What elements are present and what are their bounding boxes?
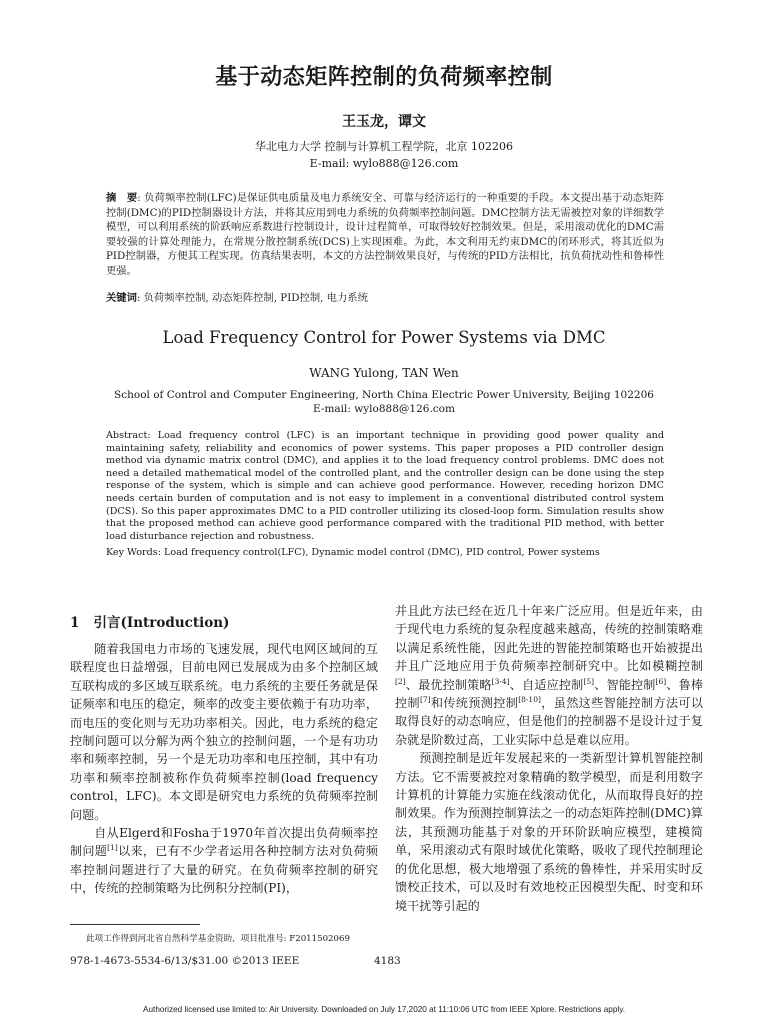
affiliation-cn: 华北电力大学 控制与计算机工程学院，北京 102206 [255, 140, 513, 153]
citation-ref: [8-10] [518, 695, 541, 704]
abstract-cn-text: : 负荷频率控制(LFC)是保证供电质量及电力系统安全、可靠与经济运行的一种重要的手段。本文提出基于动态矩阵控制(DMC)的PID控制器设计方法，并将其应用到电力系统的负荷频率控制问题。DMC控制方法无需被控对象的详细数学模型，可以利用系统的阶跃响应系数进行控制设计，设计过程简单，可取得较好控制效果。但是，采用滚动优化的DMC需要较强的计算处理能力，在常规分散控制系统(DCS)上实现困难。为此，本文利用无约束DMC的闭环形式，将其近似为PID控制器，方便其工程实现。仿真结果表明，本文的方法控制效果良好，与传统的PID方法相比，抗负荷扰动性和鲁棒性更强。 [106, 192, 665, 277]
body-paragraph-3 [395, 602, 703, 749]
keywords-cn-label: 关键词 [106, 292, 137, 304]
section-number: 1 [70, 615, 80, 631]
body-text: 并且此方法已经在近几十年来广泛应用。但是近年来，由于现代电力系统的复杂程度越来越高，传统的控制策略难以满足系统性能，因此先进的智能控制策略也开始被提出并且广泛地应用于负荷频率控制研究中。比如模糊控制 [395, 604, 703, 674]
body-paragraph-4: 预测控制是近年发展起来的一类新型计算机智能控制方法。它不需要被控对象精确的数学模型，而是利用数字计算机的计算能力实施在线滚动优化，从而取得良好的控制效果。作为预测控制算法之一的动态矩阵控制(DMC)算法，其预测功能基于对象的开环阶跃响应模型，建模简单，采用滚动式有限时域优化策略，吸收了现代控制理论的优化思想，极大地增强了系统的鲁棒性，并采用实时反馈校正技术，可以及时有效地校正因模型失配、时变和环境干扰等引起的 [395, 751, 703, 913]
email-en: E-mail: wylo888@126.com [313, 403, 455, 415]
section-title: 引言(Introduction) [93, 615, 230, 631]
authors-cn: 王玉龙，谭文 [342, 114, 426, 130]
citation-ref: [7] [419, 695, 431, 704]
affiliation-en-block [0, 388, 768, 416]
citation-ref: [2] [395, 676, 406, 686]
body-text: 、鲁棒控制 [395, 677, 703, 711]
body-text: 自从Elgerd和Fosha于1970年首次提出负荷频率控制问题 [70, 826, 378, 859]
citation-ref: [6] [655, 676, 667, 686]
footnote: 此项工作得到河北省自然科学基金资助，项目批准号: F2011502069 [86, 934, 350, 944]
abstract-en: Abstract: Load frequency control (LFC) is an important technique in providing good power quality and maintaining safety, reliability and economics of power systems. This paper proposes a PID controller design method via dynamic matrix control (DMC), and applies it to the load frequency control problems. DMC does not need a detailed mathematical model of the controlled plant, and the controller design can be done using the step response of the system, which is simple and can achieve good performance. However, receding horizon DMC needs certain burden of computation and is not easy to implement in a conventional distributed control system (DCS). So this paper approximates DMC to a PID controller utilizing its closed-loop form. Simulation results show that the proposed method can achieve good performance compared with the traditional PID method, with better load disturbance rejection and robustness. [106, 430, 664, 542]
email-cn: E-mail: wylo888@126.com [309, 157, 459, 170]
paper-title-en: Load Frequency Control for Power Systems via DMC [162, 328, 606, 347]
section-heading [70, 611, 229, 631]
body-paragraph-1: 随着我国电力市场的飞速发展，现代电网区域间的互联程度也日益增强，目前电网已发展成为由多个控制区域互联构成的多区域互联系统。电力系统的主要任务就是保证频率和电压的稳定，频率的改变主要依赖于有功功率，而电压的变化则与无功功率相关。因此，电力系统的稳定控制问题可以分解为两个独立的控制问题，一个是有功功率和频率控制，另一个是无功功率和电压控制，其中有功功率和频率控制被称作负荷频率控制(load frequency control，LFC)。本文即是研究电力系统的负荷频率控制问题。 [70, 642, 378, 822]
keywords-cn [106, 291, 664, 306]
body-paragraph-2 [70, 824, 378, 898]
affiliation-cn-block [0, 138, 768, 172]
footnote-rule [70, 924, 200, 925]
body-text: 以来，已有不少学者运用各种控制方法对负荷频率控制问题进行了大量的研究。在负荷频率控制的研究中，传统的控制策略为比例积分控制(PI)， [70, 844, 378, 896]
body-text: 、自适应控制 [509, 677, 584, 692]
body-text: ，虽然这些智能控制方法可以取得良好的动态响应，但是他们的控制器不是设计过于复杂就是阶数过高，工业实际中总是难以应用。 [395, 696, 703, 747]
body-text: 、最优控制策略 [405, 677, 492, 692]
paper-title-cn: 基于动态矩阵控制的负荷频率控制 [215, 64, 553, 90]
body-text: 、智能控制 [594, 677, 656, 692]
citation-ref: [1] [107, 843, 118, 853]
authors-en: WANG Yulong, TAN Wen [309, 366, 459, 380]
keywords-cn-text: : 负荷频率控制, 动态矩阵控制, PID控制, 电力系统 [136, 292, 368, 304]
body-column-right [395, 602, 703, 915]
abstract-cn-label: 摘 要 [106, 192, 138, 204]
affiliation-en: School of Control and Computer Engineering, North China Electric Power University, Beijing 102206 [114, 389, 654, 401]
isbn-copyright: 978-1-4673-5534-6/13/$31.00 ©2013 IEEE [70, 955, 300, 967]
abstract-cn [106, 191, 664, 279]
body-text: 和传统预测控制 [430, 696, 519, 711]
citation-ref: [5] [583, 676, 595, 686]
body-column-left [70, 640, 378, 898]
citation-ref: [3-4] [491, 676, 510, 686]
page-number: 4183 [374, 955, 401, 967]
keywords-en: Key Words: Load frequency control(LFC), Dynamic model control (DMC), PID control, Power systems [106, 547, 600, 558]
license-notice: Authorized licensed use limited to: Air University. Downloaded on July 17,2020 at 11:10:06 UTC from IEEE Xplore. Restrictions apply. [143, 1005, 625, 1014]
